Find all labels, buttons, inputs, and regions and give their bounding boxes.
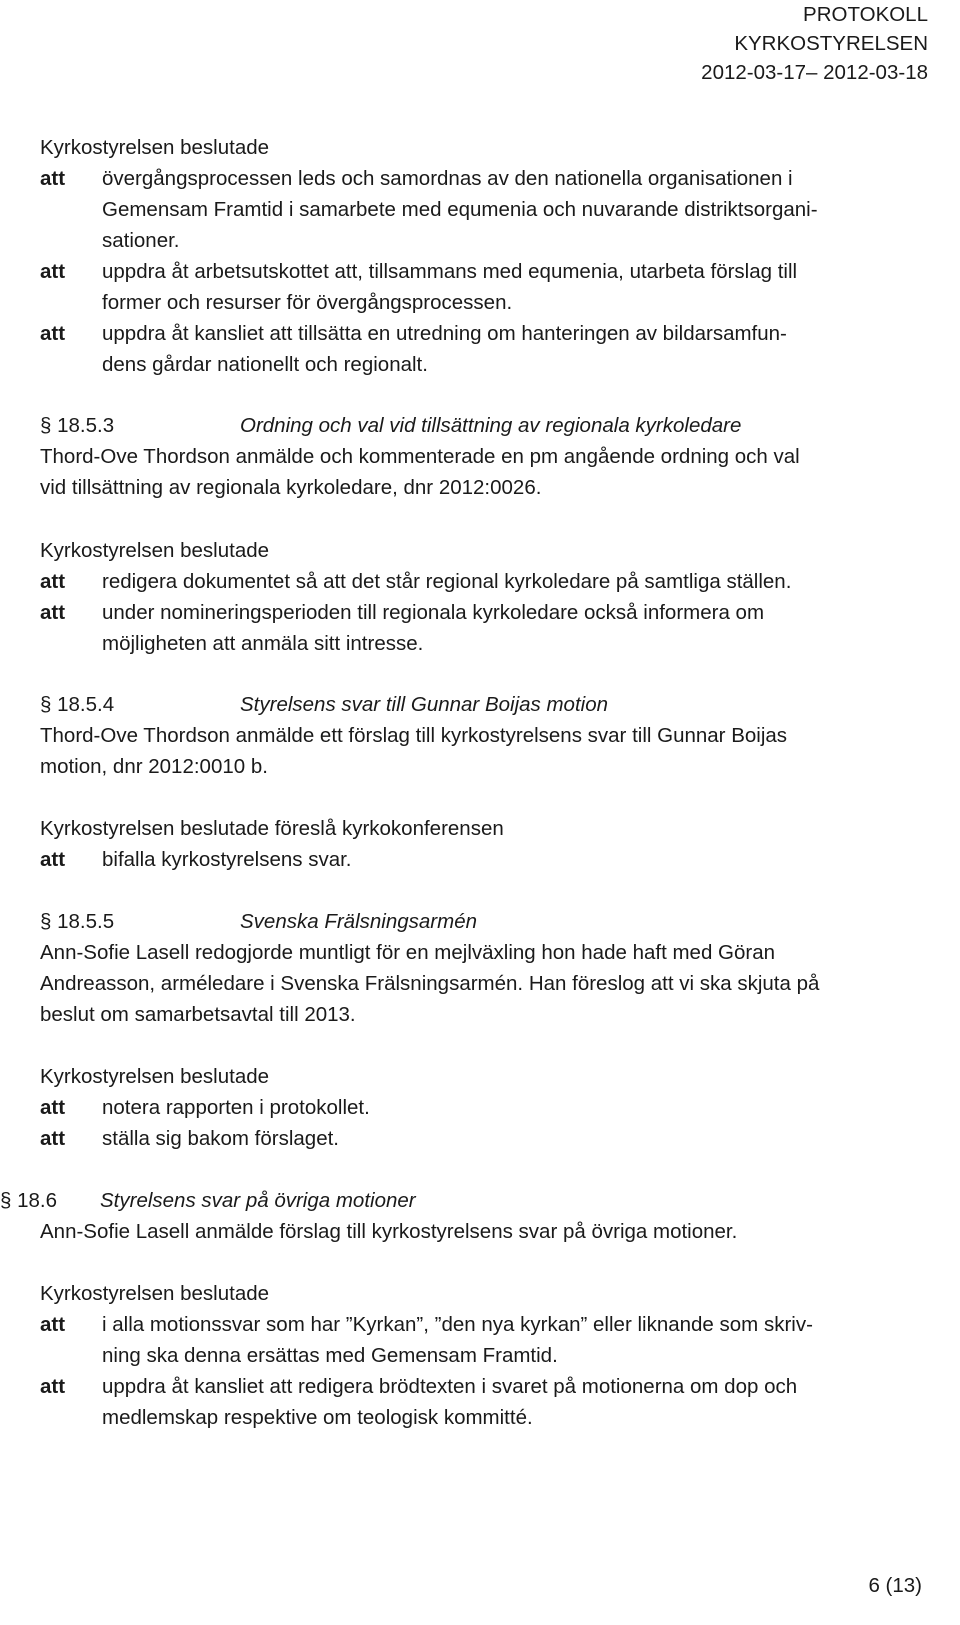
decision-item bbox=[40, 1092, 920, 1123]
decision-item bbox=[40, 566, 920, 597]
section-body-18-5-4 bbox=[40, 720, 920, 782]
decision-block-18-5-4 bbox=[40, 813, 920, 875]
item-line: uppdra åt kansliet att redigera brödtexten i svaret på motionerna om dop och bbox=[102, 1375, 798, 1398]
item-line: former och resurser för övergångsprocessen. bbox=[102, 291, 513, 314]
item-line: Gemensam Framtid i samarbete med equmenia och nuvarande distriktsorgani- bbox=[102, 198, 818, 221]
decision-item bbox=[40, 844, 920, 875]
section-title: Ordning och val vid tillsättning av regionala kyrkoledare bbox=[240, 414, 742, 437]
paragraph-line: Ann-Sofie Lasell anmälde förslag till kyrkostyrelsens svar på övriga motioner. bbox=[40, 1220, 738, 1243]
item-line: uppdra åt kansliet att tillsätta en utredning om hanteringen av bildarsamfun- bbox=[102, 322, 787, 345]
decision-heading: Kyrkostyrelsen beslutade föreslå kyrkokonferensen bbox=[40, 817, 504, 840]
att-label: att bbox=[40, 601, 66, 624]
section-number: § 18.6 bbox=[0, 1189, 57, 1212]
item-line: notera rapporten i protokollet. bbox=[102, 1096, 370, 1119]
decision-item bbox=[40, 1123, 920, 1154]
section-title: Svenska Frälsningsarmén bbox=[240, 910, 477, 933]
paragraph-line: Andreasson, arméledare i Svenska Frälsningsarmén. Han föreslog att vi ska skjuta på bbox=[40, 972, 820, 995]
decision-block-1 bbox=[40, 132, 920, 380]
paragraph-line: motion, dnr 2012:0010 b. bbox=[40, 755, 268, 778]
decision-block-18-5-3 bbox=[40, 535, 920, 659]
decision-heading: Kyrkostyrelsen beslutade bbox=[40, 136, 270, 159]
item-line: dens gårdar nationellt och regionalt. bbox=[102, 353, 428, 376]
decision-item bbox=[40, 1371, 920, 1433]
section-title: Styrelsens svar på övriga motioner bbox=[100, 1189, 416, 1212]
item-line: ning ska denna ersättas med Gemensam Framtid. bbox=[102, 1344, 558, 1367]
paragraph-line: Thord-Ove Thordson anmälde och kommenterade en pm angående ordning och val bbox=[40, 445, 800, 468]
decision-item bbox=[40, 163, 920, 256]
page-header bbox=[701, 0, 928, 87]
item-line: möjligheten att anmäla sitt intresse. bbox=[102, 632, 424, 655]
att-label: att bbox=[40, 1375, 66, 1398]
header-title: PROTOKOLL bbox=[803, 3, 928, 26]
att-label: att bbox=[40, 322, 66, 345]
paragraph-line: vid tillsättning av regionala kyrkoledare, dnr 2012:0026. bbox=[40, 476, 542, 499]
section-number: § 18.5.3 bbox=[40, 414, 115, 437]
item-line: uppdra åt arbetsutskottet att, tillsammans med equmenia, utarbeta förslag till bbox=[102, 260, 798, 283]
decision-item bbox=[40, 1309, 920, 1371]
decision-block-18-6 bbox=[40, 1278, 920, 1433]
paragraph-line: Ann-Sofie Lasell redogjorde muntligt för en mejlväxling hon hade haft med Göran bbox=[40, 941, 776, 964]
decision-item bbox=[40, 318, 920, 380]
page-number: 6 (13) bbox=[868, 1574, 922, 1597]
decision-heading: Kyrkostyrelsen beslutade bbox=[40, 1282, 270, 1305]
item-line: under nomineringsperioden till regionala kyrkoledare också informera om bbox=[102, 601, 765, 624]
att-label: att bbox=[40, 570, 66, 593]
item-line: i alla motionssvar som har ”Kyrkan”, ”den nya kyrkan” eller liknande som skriv- bbox=[102, 1313, 813, 1336]
decision-heading: Kyrkostyrelsen beslutade bbox=[40, 1065, 270, 1088]
item-line: redigera dokumentet så att det står regional kyrkoledare på samtliga ställen. bbox=[102, 570, 792, 593]
section-number: § 18.5.4 bbox=[40, 693, 115, 716]
header-org: KYRKOSTYRELSEN bbox=[734, 32, 928, 55]
att-label: att bbox=[40, 1127, 66, 1150]
att-label: att bbox=[40, 1313, 66, 1336]
decision-item bbox=[40, 256, 920, 318]
section-body-18-5-5 bbox=[40, 937, 920, 1030]
item-line: övergångsprocessen leds och samordnas av den nationella organisationen i bbox=[102, 167, 793, 190]
decision-item bbox=[40, 597, 920, 659]
att-label: att bbox=[40, 848, 66, 871]
section-body-18-5-3 bbox=[40, 441, 920, 503]
decision-heading: Kyrkostyrelsen beslutade bbox=[40, 539, 270, 562]
section-body-18-6 bbox=[40, 1216, 920, 1247]
item-line: medlemskap respektive om teologisk kommitté. bbox=[102, 1406, 533, 1429]
section-number: § 18.5.5 bbox=[40, 910, 115, 933]
item-line: sationer. bbox=[102, 229, 180, 252]
paragraph-line: Thord-Ove Thordson anmälde ett förslag till kyrkostyrelsens svar till Gunnar Boijas bbox=[40, 724, 788, 747]
header-dates: 2012-03-17– 2012-03-18 bbox=[701, 61, 928, 84]
item-line: bifalla kyrkostyrelsens svar. bbox=[102, 848, 352, 871]
section-title: Styrelsens svar till Gunnar Boijas motion bbox=[240, 693, 609, 716]
item-line: ställa sig bakom förslaget. bbox=[102, 1127, 340, 1150]
att-label: att bbox=[40, 260, 66, 283]
paragraph-line: beslut om samarbetsavtal till 2013. bbox=[40, 1003, 356, 1026]
att-label: att bbox=[40, 167, 66, 190]
att-label: att bbox=[40, 1096, 66, 1119]
decision-block-18-5-5 bbox=[40, 1061, 920, 1154]
